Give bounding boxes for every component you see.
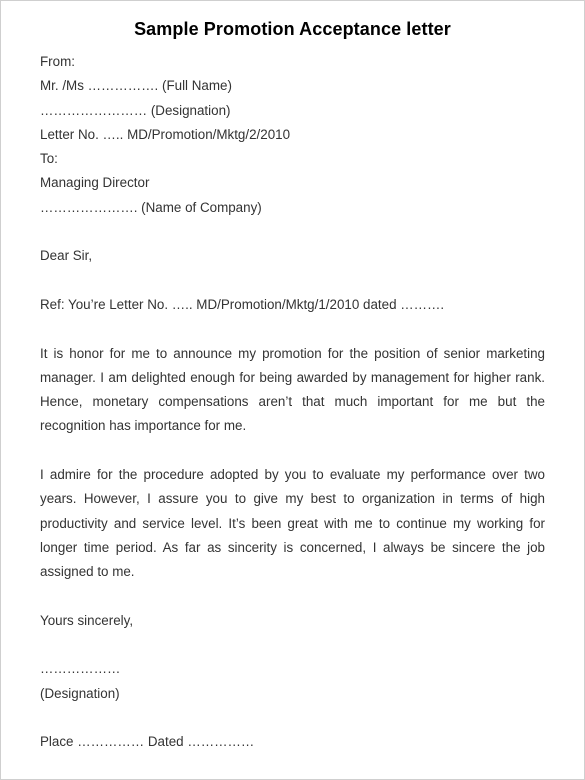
signature-designation: (Designation) xyxy=(40,685,120,701)
place-date-line: Place …………… Dated …………… xyxy=(40,734,255,750)
spacer xyxy=(40,439,545,463)
body-paragraph-2: I admire for the procedure adopted by you to evaluate my performance over two years. However, I assure you to give my best to organization in terms of high productivity and service level. It’s been great with me to continue my working for longer time period. As far as sincerity is concerned, I always be sincere the job assigned to me. xyxy=(40,467,545,580)
to-label: To: xyxy=(40,151,58,167)
sender-designation-line: …………………… (Designation) xyxy=(40,102,231,118)
letter-number: Letter No. ….. MD/Promotion/Mktg/2/2010 xyxy=(40,126,291,142)
body-paragraph-1: It is honor for me to announce my promotion for the position of senior marketing manager. I am delighted enough for being awarded by management for higher rank. Hence, monetary compensations aren’t that much important for me but the recognition has importance for me. xyxy=(40,345,545,434)
salutation: Dear Sir, xyxy=(40,248,93,264)
sender-name-line: Mr. /Ms ……………. (Full Name) xyxy=(40,78,232,94)
spacer xyxy=(40,585,545,609)
letter-title: Sample Promotion Acceptance letter xyxy=(134,19,451,39)
closing: Yours sincerely, xyxy=(40,612,134,628)
spacer xyxy=(40,269,545,293)
company-name-line: …………………. (Name of Company) xyxy=(40,199,262,215)
spacer xyxy=(40,706,545,730)
reference-line: Ref: You’re Letter No. ….. MD/Promotion/Mktg/1/2010 dated ………. xyxy=(40,296,445,312)
recipient-title: Managing Director xyxy=(40,175,150,191)
from-label: From: xyxy=(40,54,75,69)
spacer xyxy=(40,220,545,244)
spacer xyxy=(40,317,545,341)
spacer xyxy=(40,633,545,657)
letter-body xyxy=(40,50,545,755)
signature-line: ……………… xyxy=(40,661,121,677)
